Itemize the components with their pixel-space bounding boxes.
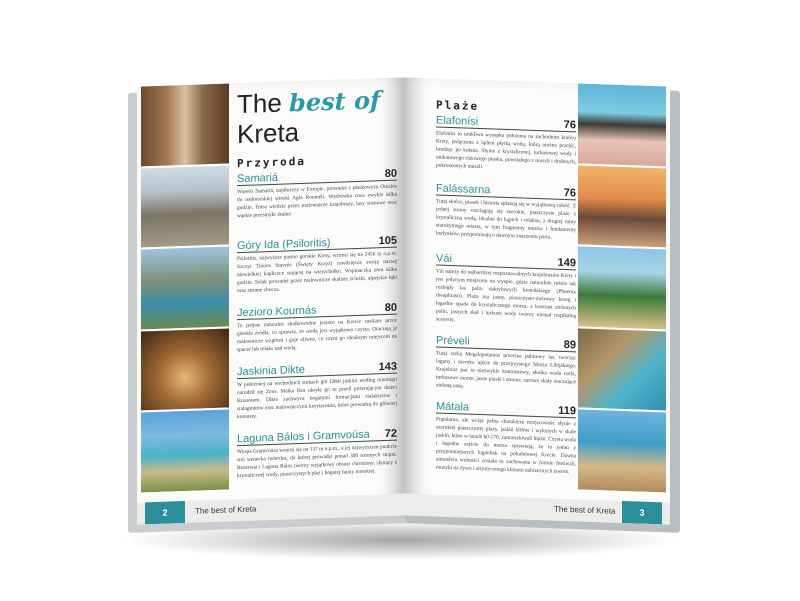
entry-name: Laguna Bálos i Gramvoúsa (237, 428, 370, 446)
photo-river-lagoon (578, 328, 666, 413)
entry-page-num: 76 (563, 186, 576, 200)
entry-balos (237, 428, 397, 481)
entry-text: Popularna, ale wciąż pełna charakteru miejscowość słynie z szerokiej piaszczystej plaży, jaskiń klifów i wykutych w skale jaskiń, które w latach 60-170. zamieszkiwali hipisi. Czysta woda i łagodne zejście do morza sprawiają, że to jedno z przyjemniejszych kąpielisk na południowej Krecie. Dawna atmosfera wolności została tu zachowana w formie festiwali, muzyki na żywo i artystycznego klimatu nabrzeżnych tawern. (436, 416, 576, 476)
entry-text: W położonej na wschodnich stokach gór Dikti jaskini według mitologii narodził się Zeus. Matka Rea ukryła go tu przed pożerającym dzieci Kronosem. Dikte zachwyca bogatymi formacjami stalaktytów i stalagmitów oraz malowniczymi korytarzami, które prowadzą do głównej komnaty. (237, 376, 397, 421)
entry-page-num: 105 (378, 234, 397, 248)
entry-text: Wyspa Gramvoúsa wznosi się na 137 m n.p.m., a jej najwyższym punkcie stoi wenecka twierdza, do której prowadzi ponad 300 stromych stopni. Rezerwat i Laguna Bálos tworzy wyjątkowy obszar chroniony, słynący z krystalicznej wody, piaszczystych plaż i bogatej fauny morskiej. (237, 443, 397, 480)
photo-cliffs-bay (578, 410, 666, 495)
photo-cave (141, 328, 229, 413)
footer-label: The best of Kreta (195, 504, 257, 516)
title-line-1 (237, 84, 380, 120)
entry-matala (436, 400, 576, 476)
entry-page-num: 119 (558, 404, 576, 418)
photo-lagoon (141, 410, 229, 495)
entry-page-num: 80 (384, 301, 397, 315)
entry-text: Wąwóz Samariá, najdłuższy w Europie, prowadzi z płaskowyżu Omalós do nadmorskiej wioski Agía Rouméli. Wędrówka trwa zwykle kilka godzin. Trasa wiedzie przez malownicze krajobrazy, lasy sosnowe oraz wąskie przesmyki skalne. (237, 183, 397, 220)
entry-text: Tutaj słońce, piasek i historia splatają się w wyjątkową całość. Z jednej strony rozciągają się szerokie, piaszczyste plaże z krystaliczną wodą, idealne do kąpieli i relaksu, z drugiej ruiny starożytnego miasta, w tym fragmenty murów i fundamenty budynków, przypominają o dawnym znaczeniu portu. (436, 198, 576, 241)
entry-name: Elafonísi (436, 114, 479, 128)
section-heading-nature: Przyroda (237, 154, 306, 171)
entry-name: Jezioro Kournás (237, 304, 317, 320)
entry-page-num: 143 (378, 360, 397, 374)
photo-gorge (141, 83, 229, 168)
photo-palm-beach (578, 247, 666, 332)
entry-vai (436, 252, 576, 328)
left-page (137, 77, 405, 524)
entry-name: Préveli (436, 334, 470, 348)
right-photo-column (578, 83, 666, 494)
entry-samaria (237, 168, 397, 221)
entry-ida (237, 235, 397, 296)
photo-sunset-beach (578, 165, 666, 250)
entry-text: Tutaj rzeka Megalopotamos przecina palmowy las, tworząc laguny i szeroko ujście do przejrzystego Morza Libijskiego. Krajobraz jest to niezwykle kontrastowy, słodka woda rzeki, turkusowe morze, jasne piaski i strome, surowe skały otaczające zieloną oazę. (436, 350, 576, 390)
entry-preveli (436, 334, 576, 394)
entry-page-num: 149 (557, 256, 576, 270)
entry-name: Góry Ida (Psiloritis) (237, 236, 331, 253)
entry-name: Samariá (237, 171, 278, 186)
photo-pink-beach (578, 83, 666, 168)
section-heading-beaches: Plaże (436, 98, 480, 113)
title-accent: best of (289, 85, 381, 118)
entry-dikte (237, 361, 397, 422)
page-number: 2 (145, 501, 185, 524)
title-line-2: Kreta (237, 117, 300, 150)
footer-label: The best of Kreta (554, 504, 616, 516)
entry-page-num: 89 (563, 338, 576, 352)
entry-falassarna (436, 182, 576, 242)
entry-page-num: 76 (563, 118, 576, 132)
entry-text: Elafonísi to urokliwa wysepka położona na zachodnim krańcu Krety, połączona z lądem płytką wodą, którą można przejść, brodząc po kolana. Słynie z krystalicznej, turkusowej wody i unikatowego różowego piasku, powstałego z muszli i drobnych, pokruszonych muszli. (436, 130, 576, 171)
page-number: 3 (622, 501, 662, 524)
entry-name: Falássarna (436, 182, 491, 197)
left-photo-column (141, 83, 229, 494)
entry-name: Vái (436, 252, 452, 266)
photo-lake-mountains (141, 247, 229, 332)
entry-page-num: 72 (384, 427, 397, 441)
entry-text: Vái należy do najbardziej rozpoznawalnych krajobrazów Krety i jest jedynym miejscem na wyspie, gdzie naturalnie rośnie tak rozległy las palm daktylowych kreteńskiego (Phoenix theophrasti). Plaża ma jasny, piaszczysto-żwirowy brzeg i łagodne opada do krystalicznego morza, a kontrast zielonych palm, jasnych skał i turkusu wody tworzy niemal tropikalną scenerię. (436, 268, 576, 324)
entry-kournas (237, 302, 397, 355)
title-pre: The (237, 87, 282, 120)
entry-name: Jaskinia Dikte (237, 363, 305, 379)
right-page (404, 77, 670, 524)
entry-name: Mátala (436, 400, 470, 414)
entry-text: Psiloritis, najwyższe pasmo górskie Krety, wznosi się na 2456 m n.p.m. Szczyt Timios Stavrós (Święty Krzyż) zawdzięcza swoją nazwę niewielkiej kapliczce stojącej na wierzchołku. Wspinaczka trwa kilka godzin. Szlak prowadzi przez malownicze skaliste ścieżki, alpejskie łąki oraz strome zbocza. (237, 250, 397, 295)
entry-page-num: 80 (384, 167, 397, 181)
entry-text: To jedyne naturalne słodkowodne jezioro na Krecie zasilane przez górskie źródła, co sprawia, że woda jest wyjątkowo czysta. Otaczają je malownicze wzgórza i gaje oliwne, co czyni go idealnym miejscem na spacer lub relaks nad wodą. (237, 317, 397, 354)
photo-mountain-rocks (141, 165, 229, 250)
entry-elafonisi (436, 114, 576, 174)
